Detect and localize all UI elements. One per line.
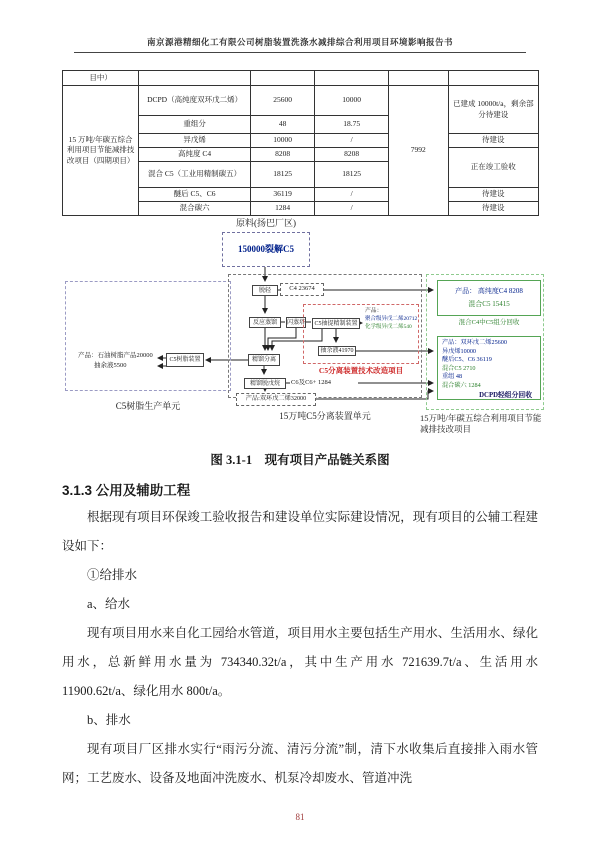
extraction-refining-box: C5抽提精制装置 (312, 318, 360, 329)
value-cell: 10000 (315, 86, 389, 116)
product-cell: 混合碳六 (139, 202, 251, 216)
center-unit-caption: 15万吨C5分离装置单元 (279, 411, 371, 421)
paragraph: 现有项目用水来自化工园给水管道，项目用水主要包括生产用水、生活用水、绿化用水，总新鲜用水量为 734340.32t/a，其中生产用水 721639.7t/a、生活用水 11900.62t/a、绿化用水 800t/a。 (62, 626, 538, 698)
recovery-box2-line3: 醚后C5、C6 36119 (442, 356, 492, 364)
value-cell: / (315, 188, 389, 202)
status-cell: 正在竣工验收 (448, 148, 538, 188)
paragraph: b、排水 (87, 713, 131, 727)
reaction-distillation-box: 反应蒸馏 (249, 317, 281, 328)
c4-output-box: C4 23674 (280, 283, 324, 296)
depentanizer-box: 精馏脱戊烷 (244, 378, 286, 389)
value-cell: 1284 (251, 202, 315, 216)
recovery-box2-line5: 重组 48 (442, 373, 463, 381)
recovery-box1-line1: 产品： 高纯度C4 8208 (455, 287, 523, 295)
recovery-box1-label: 混合C4中C5组分回收 (458, 319, 520, 326)
feed-source-label: 原料(扬巴厂区) (236, 218, 296, 228)
value-cell: 25600 (251, 86, 315, 116)
status-cell: 待建设 (448, 202, 538, 216)
document-title: 南京源港精细化工有限公司树脂装置洗涤水减排综合利用项目环境影响报告书 (146, 37, 453, 47)
recovery-box1-line2: 混合C5 15415 (468, 300, 510, 308)
retrofit-project-label: C5分离装置技术改造项目 (318, 366, 404, 375)
section-heading: 3.1.3 公用及辅助工程 (62, 483, 191, 498)
recovery-box2-line4: 混合C5 2710 (442, 364, 476, 372)
recovery-box2-line2: 异戊烯10000 (442, 347, 477, 355)
paragraph: 根据现有项目环保竣工验收报告和建设单位实际建设情况，现有项目的公辅工程建设如下： (62, 510, 538, 553)
resin-production-unit (65, 281, 231, 391)
value-cell: 18.75 (315, 116, 389, 134)
paragraph: 现有项目厂区排水实行“雨污分流、清污分流”制，清下水收集后直接排入雨水管网；工艺废水、设备及地面冲洗废水、机泵冷却废水、管道冲洗 (62, 742, 538, 785)
resin-products-line1: 产品：石油树脂产品20000 (78, 352, 153, 359)
feed-box: 150000裂解C5 (222, 232, 310, 267)
left-unit-caption: C5树脂生产单元 (115, 401, 181, 411)
raffinate-box: 抽余液41970 (318, 346, 356, 356)
page-header (74, 0, 526, 53)
total-cell: 7992 (389, 86, 449, 216)
product-chain-diagram (60, 219, 546, 443)
paragraph: a、给水 (87, 597, 131, 611)
value-cell: 10000 (251, 134, 315, 148)
dcpd-recovery-product-box (437, 336, 541, 400)
extract-product-1: 聚合级异戊二烯20712 (365, 316, 418, 322)
c6-output-label: C6及C6+ 1284 (291, 379, 331, 386)
table-row (63, 86, 539, 116)
product-cell: 异戊烯 (139, 134, 251, 148)
distillation-separation-box: 精馏分离 (248, 354, 280, 366)
flash-column-box: 闪蒸塔 (286, 317, 306, 328)
dcpd-product-box: 产品:双环戊二烯32000 (236, 393, 316, 406)
value-cell: 8208 (315, 148, 389, 162)
capacity-table (62, 70, 539, 216)
product-cell: 混合 C5（工业用精制碳五） (139, 162, 251, 188)
table-row (63, 71, 539, 86)
value-cell: 36119 (251, 188, 315, 202)
value-cell: / (315, 134, 389, 148)
figure-caption: 图 3.1-1 现有项目产品链关系图 (210, 453, 390, 467)
status-cell: 已建成 10000t/a，剩余部分待建设 (448, 86, 538, 134)
delighting-box: 脱轻 (252, 285, 278, 296)
recovery-box2-line6: 混合碳六 1284 (442, 381, 481, 389)
recovery-box2-line1: 产品：双环戊二烯25600 (442, 339, 507, 346)
recovery-box2-label: DCPD轻组分回收 (479, 391, 532, 399)
body-text (62, 503, 538, 793)
value-cell: 48 (251, 116, 315, 134)
project-name-cell: 15 万吨/年碳五综合利用项目节能减排技改项目（四期项目） (63, 86, 139, 216)
value-cell: 18125 (315, 162, 389, 188)
product-cell: DCPD（高纯度双环戊二烯） (139, 86, 251, 116)
product-cell: 醚后 C5、C6 (139, 188, 251, 202)
c5-recovery-product-box (437, 280, 541, 316)
value-cell: 18125 (251, 162, 315, 188)
product-cell: 高纯度 C4 (139, 148, 251, 162)
extract-product-2: 化学级异戊二烯540 (365, 324, 412, 330)
paragraph: ①给排水 (87, 568, 138, 582)
extract-products-title: 产品： (365, 308, 383, 314)
continuation-cell: 目中） (63, 71, 139, 86)
status-cell: 待建设 (448, 188, 538, 202)
product-cell: 重组分 (139, 116, 251, 134)
resin-products-line2: 抽余液5500 (94, 362, 127, 369)
value-cell: / (315, 202, 389, 216)
resin-plant-box: C5树脂装置 (166, 353, 204, 367)
right-unit-caption: 15万吨/年碳五综合利用项目节能减排技改项目 (420, 413, 542, 435)
status-cell: 待建设 (448, 134, 538, 148)
page-number: 81 (295, 812, 305, 822)
value-cell: 8208 (251, 148, 315, 162)
